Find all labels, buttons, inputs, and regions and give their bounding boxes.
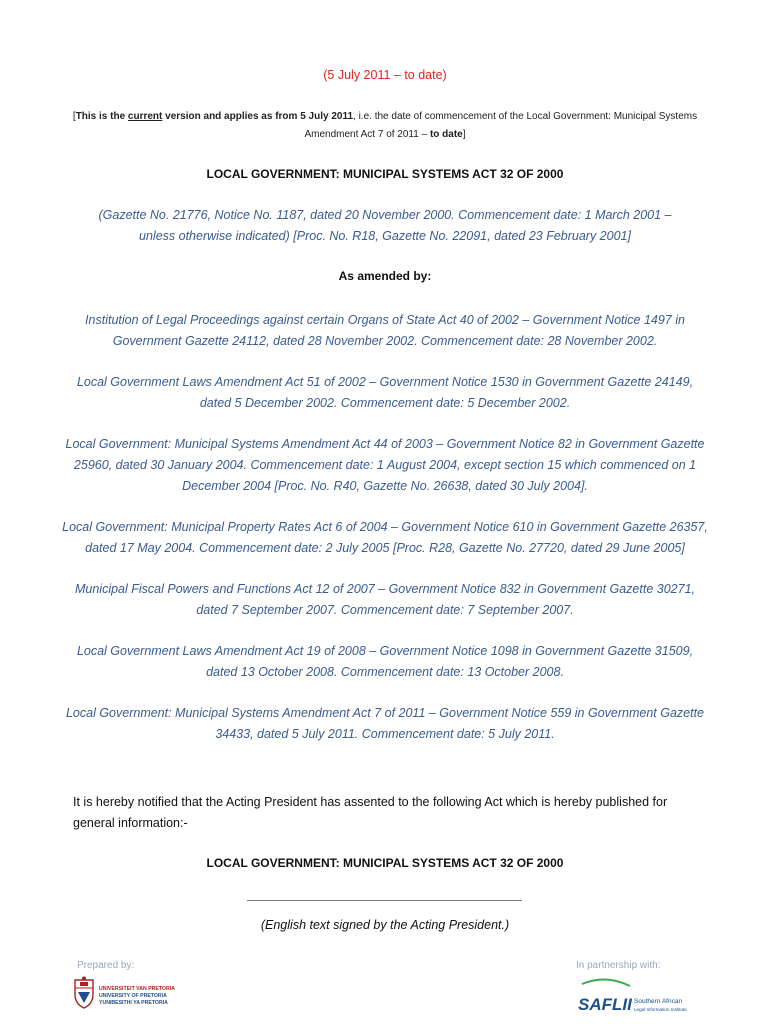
- prepared-by-label: Prepared by:: [77, 960, 135, 971]
- saflii-swoosh-icon: [582, 979, 630, 986]
- amendment-list: [60, 310, 710, 765]
- version-open-bracket: [: [72, 111, 76, 122]
- version-rest: , i.e. the date of commencement of the Local Government: Municipal Systems Amendment Act 7 of 2011 –: [304, 111, 698, 140]
- amendment-item: Institution of Legal Proceedings against certain Organs of State Act 40 of 2002 – Government Notice 1497 in Government Gazette 24112, dated 28 November 2002. Commencement date: 28 November 2002.: [85, 313, 685, 348]
- amendment-item: Local Government: Municipal Systems Amendment Act 44 of 2003 – Government Notice 82 in Government Gazette 25960, dated 30 January 2004. Commencement date: 1 August 2004, except section 15 which commenced on 1 December 2004 [Proc. No. R40, Gazette No. 26638, dated 30 July 2004].: [65, 437, 705, 493]
- partnership-label: In partnership with:: [576, 960, 661, 971]
- amendment-item: Local Government Laws Amendment Act 51 of 2002 – Government Notice 1530 in Government Gazette 24149, dated 5 December 2002. Commencement date: 5 December 2002.: [76, 375, 694, 410]
- version-bold-3: to date: [429, 129, 463, 140]
- version-current: current: [127, 111, 163, 122]
- saflii-sub-2: Legal Information Institute: [634, 1007, 687, 1012]
- version-bold-1: This is the: [75, 111, 128, 122]
- act-title: LOCAL GOVERNMENT: MUNICIPAL SYSTEMS ACT 32 OF 2000: [206, 167, 564, 181]
- assent-notice: It is hereby notified that the Acting President has assented to the following Act which is hereby published for general information:-: [73, 795, 668, 830]
- amended-by-heading: As amended by:: [338, 269, 432, 283]
- version-note: [70, 108, 700, 144]
- act-title-repeat: LOCAL GOVERNMENT: MUNICIPAL SYSTEMS ACT 32 OF 2000: [206, 856, 564, 870]
- amendment-item: Local Government: Municipal Systems Amendment Act 7 of 2011 – Government Notice 559 in Government Gazette 34433, dated 5 July 2011. Commencement date: 5 July 2011.: [65, 706, 705, 741]
- amendment-item: Local Government Laws Amendment Act 19 of 2008 – Government Notice 1098 in Government Gazette 31509, dated 13 October 2008. Commencement date: 13 October 2008.: [76, 644, 694, 679]
- signature-line: [247, 900, 522, 901]
- university-of-pretoria-logo: [72, 976, 202, 1012]
- version-bold-2: version and applies as from 5 July 2011: [162, 111, 354, 122]
- up-logo-line-2: UNIVERSITY OF PRETORIA: [99, 993, 167, 999]
- up-logo-line-1: UNIVERSITEIT VAN PRETORIA: [99, 986, 175, 992]
- signed-note: (English text signed by the Acting President.): [260, 918, 510, 932]
- saflii-wordmark: SAFLII: [578, 995, 632, 1014]
- amendment-item: Local Government: Municipal Property Rates Act 6 of 2004 – Government Notice 610 in Government Gazette 26357, dated 17 May 2004. Commencement date: 2 July 2005 [Proc. R28, Gazette No. 27720, dated 29 June 2005]: [62, 520, 708, 555]
- gazette-line-1: (Gazette No. 21776, Notice No. 1187, dated 20 November 2000. Commencement date: 1 March 2001 –: [98, 208, 672, 222]
- version-close-bracket: ]: [462, 129, 466, 140]
- version-dates: (5 July 2011 – to date): [323, 68, 447, 82]
- gazette-line-2: unless otherwise indicated) [Proc. No. R18, Gazette No. 22091, dated 23 February 2001]: [139, 229, 631, 243]
- saflii-logo: [576, 976, 696, 1016]
- amendment-item: Municipal Fiscal Powers and Functions Act 12 of 2007 – Government Notice 832 in Government Gazette 30271, dated 7 September 2007. Commencement date: 7 September 2007.: [74, 582, 695, 617]
- up-crest-icon: [75, 977, 93, 1009]
- up-logo-line-3: YUNIBESITHI YA PRETORIA: [99, 1000, 168, 1006]
- gazette-info: [60, 205, 710, 247]
- saflii-sub-1: Southern African: [634, 998, 683, 1005]
